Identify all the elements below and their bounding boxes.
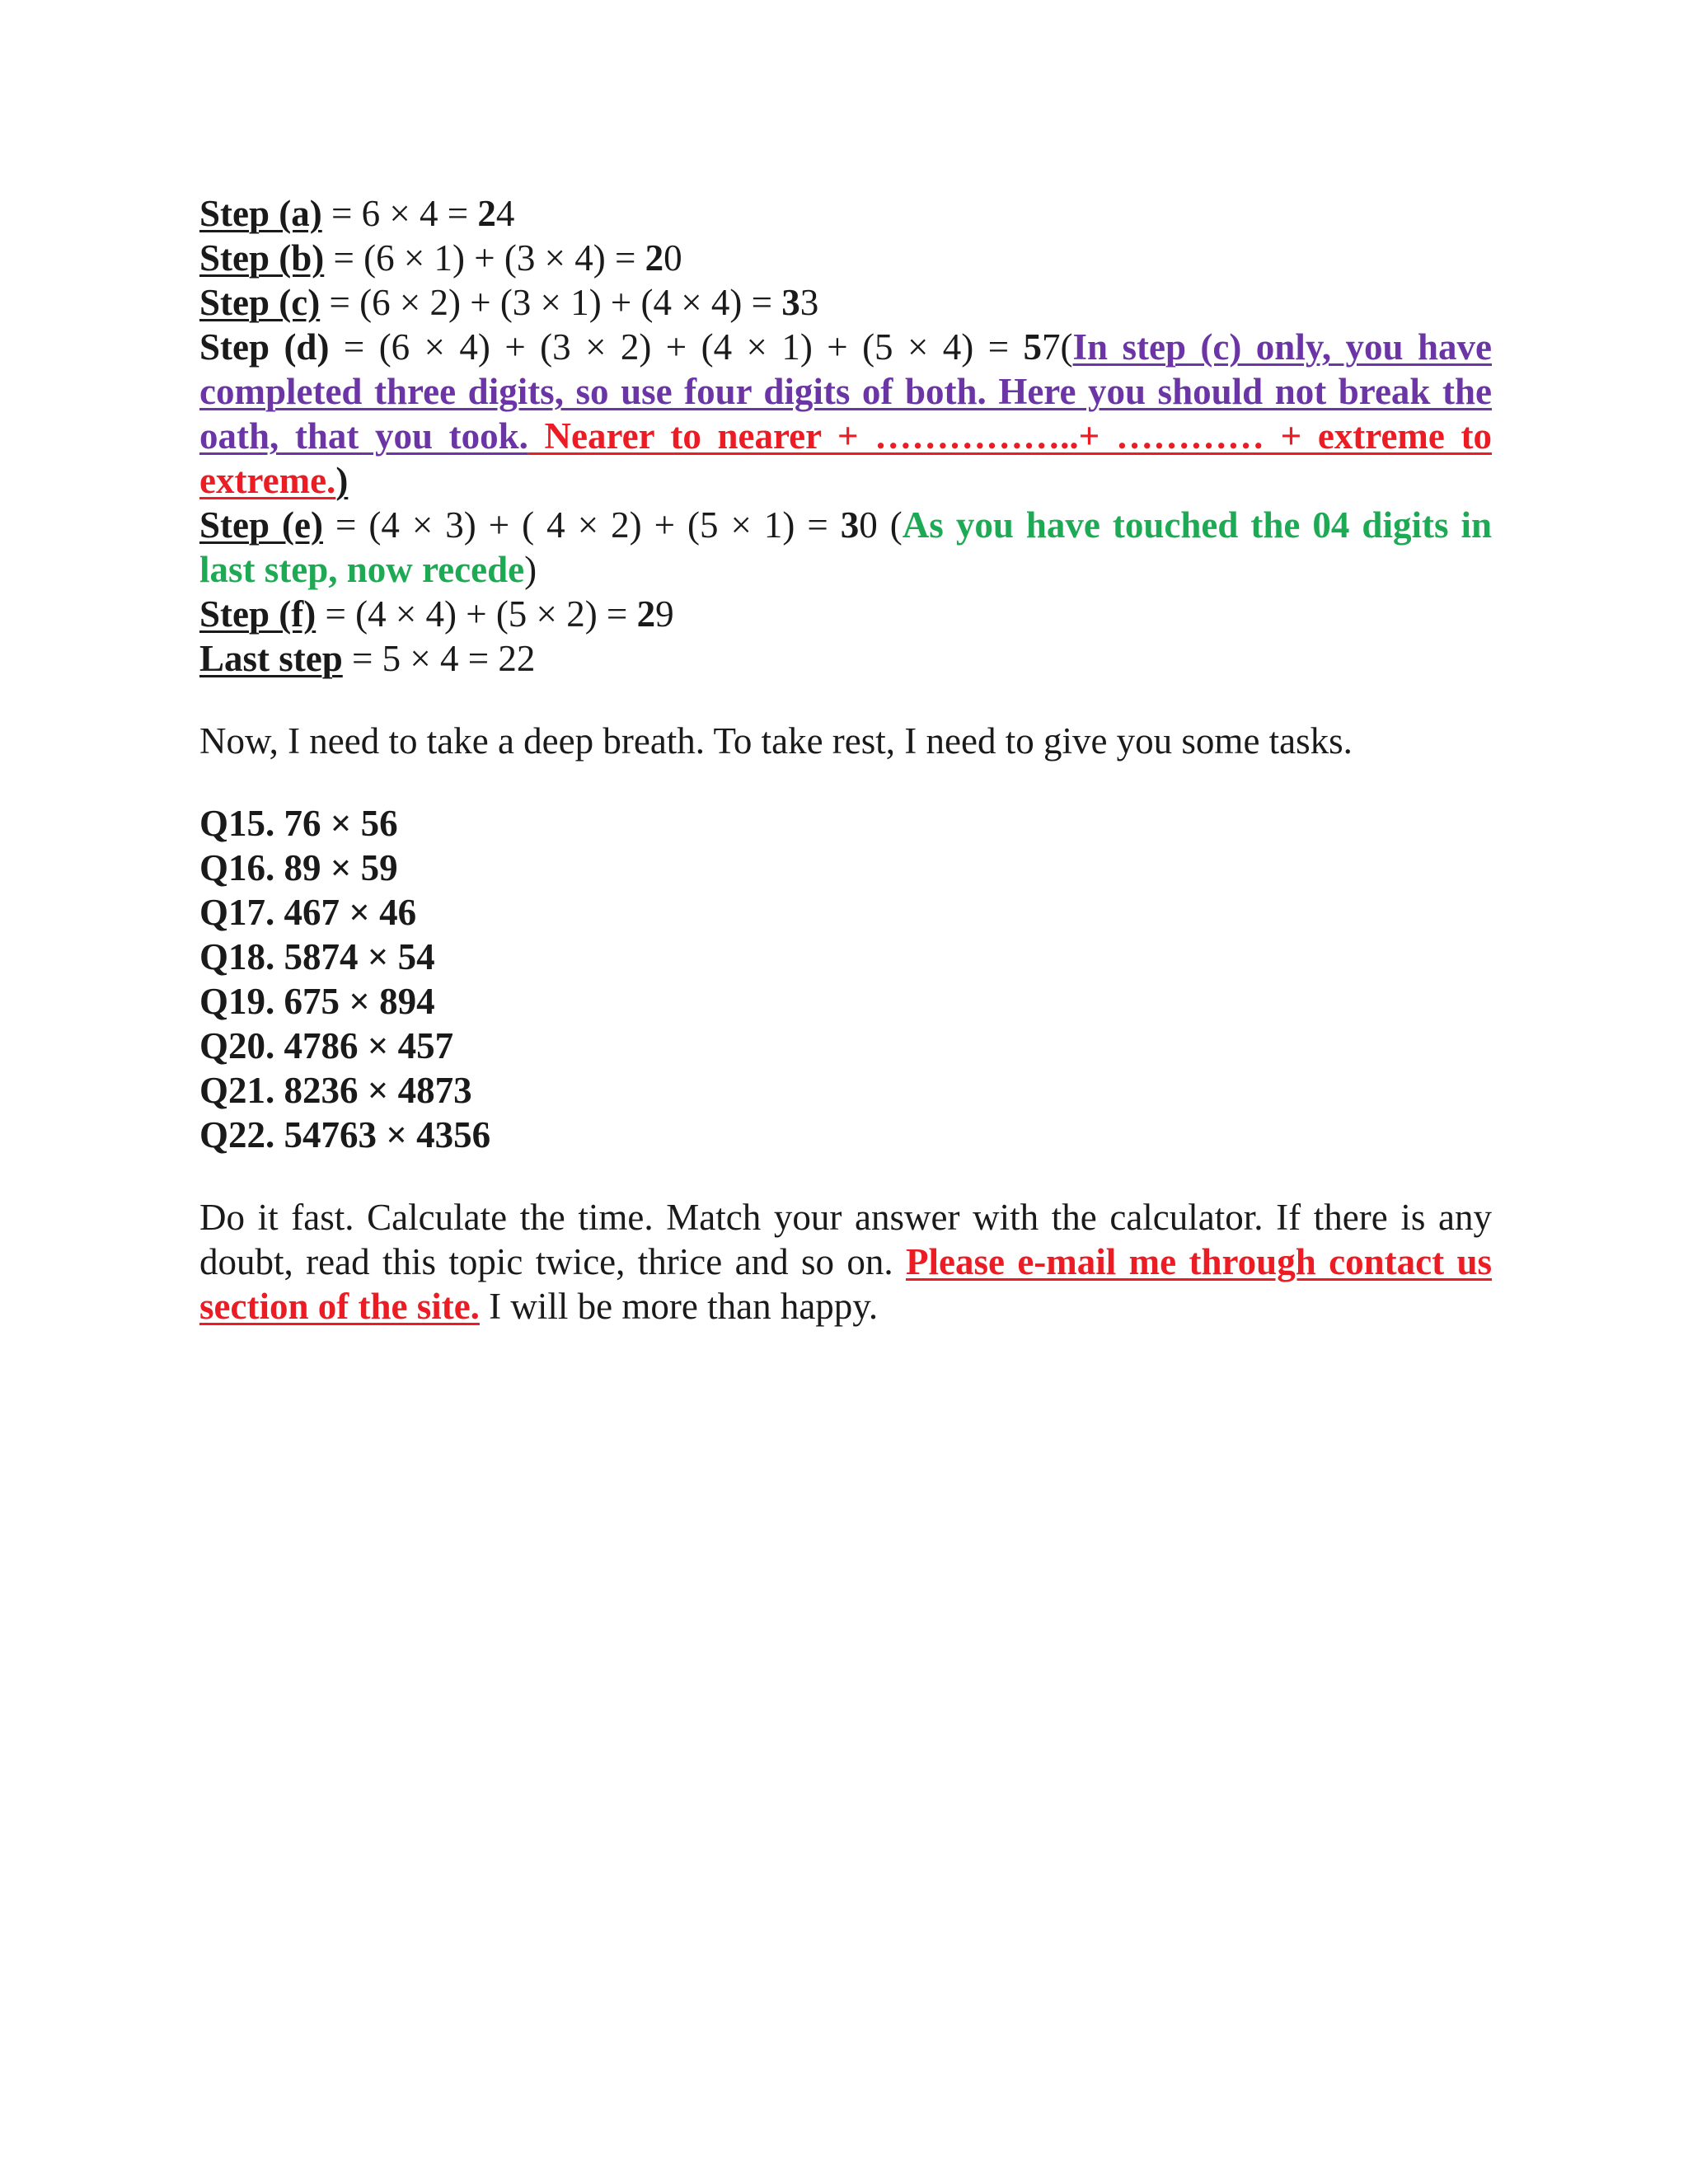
step-e-line-2 — [199, 547, 1492, 592]
step-a-result-rest: 4 — [495, 193, 515, 234]
question-item: Q16. 89 × 59 — [199, 847, 398, 888]
document-page — [199, 191, 1492, 1329]
step-f-result-rest: 9 — [655, 593, 674, 635]
spacer — [199, 681, 1492, 719]
step-d-line-3 — [199, 414, 1492, 458]
closing-line-2-text: doubt, read this topic twice, thrice and so on. — [199, 1241, 906, 1282]
step-b-result-bold: 2 — [645, 237, 664, 279]
step-b-expr: = (6 × 1) + (3 × 4) = — [324, 237, 645, 279]
contact-link-section[interactable]: section of the site. — [199, 1286, 480, 1327]
step-f-expr: = (4 × 4) + (5 × 2) = — [316, 593, 637, 635]
step-d-note-purple-2: completed three digits, so use four digits of both. Here you should not break the — [199, 371, 1492, 412]
step-d-close: ) — [335, 460, 349, 501]
last-step-line — [199, 636, 1492, 681]
step-c-expr: = (6 × 2) + (3 × 1) + (4 × 4) = — [320, 282, 782, 323]
step-e-result-rest: 0 ( — [859, 504, 903, 546]
closing-line-2 — [199, 1240, 1492, 1284]
step-e-result-bold: 3 — [840, 504, 860, 546]
step-b-line — [199, 236, 1492, 280]
step-d-line-4 — [199, 458, 1492, 503]
step-c-result-bold: 3 — [781, 282, 800, 323]
step-d-note-purple-1: In step (c) only, you have — [1072, 326, 1492, 368]
step-e-close: ) — [524, 549, 537, 590]
question-item: Q15. 76 × 56 — [199, 803, 398, 844]
step-d-label: Step (d) — [199, 326, 330, 368]
step-d-note-purple-3: oath, that you took. — [199, 415, 528, 457]
question-item: Q18. 5874 × 54 — [199, 936, 435, 977]
step-b-label: Step (b) — [199, 237, 325, 279]
step-e-note-green-1: As you have touched the 04 digits in — [902, 504, 1492, 546]
step-d-note-red-1: Nearer to nearer + ……………..+ ………… + extreme to — [528, 415, 1492, 457]
step-e-note-green-2: last step, now recede — [199, 549, 525, 590]
spacer — [199, 1157, 1492, 1195]
step-f-result-bold: 2 — [636, 593, 656, 635]
contact-link[interactable]: Please e-mail me through contact us — [906, 1241, 1492, 1282]
step-d-line-2 — [199, 369, 1492, 414]
step-e-expr: = (4 × 3) + ( 4 × 2) + (5 × 1) = — [322, 504, 841, 546]
step-e-line-1 — [199, 503, 1492, 547]
spacer — [199, 763, 1492, 801]
step-c-label: Step (c) — [199, 282, 321, 323]
step-b-result-rest: 0 — [663, 237, 682, 279]
step-a-label: Step (a) — [199, 193, 322, 234]
closing-paragraph — [199, 1195, 1492, 1329]
step-c-line — [199, 280, 1492, 325]
last-step-label: Last step — [199, 638, 343, 679]
question-item: Q19. 675 × 894 — [199, 981, 435, 1022]
step-a-line — [199, 191, 1492, 236]
question-list — [199, 801, 1492, 1157]
step-c-result-rest: 3 — [799, 282, 819, 323]
step-d-note-red-2: extreme. — [199, 460, 336, 501]
closing-line-3-text: I will be more than happy. — [479, 1286, 879, 1327]
question-item: Q21. 8236 × 4873 — [199, 1070, 472, 1111]
step-a-result-bold: 2 — [477, 193, 496, 234]
question-item: Q17. 467 × 46 — [199, 892, 417, 933]
last-step-expr: = 5 × 4 = 22 — [342, 638, 536, 679]
step-a-expr: = 6 × 4 = — [321, 193, 478, 234]
step-d-line-1 — [199, 325, 1492, 369]
question-item: Q22. 54763 × 4356 — [199, 1114, 491, 1155]
closing-line-1: Do it fast. Calculate the time. Match your answer with the calculator. If there is any — [199, 1197, 1492, 1238]
step-d-result-bold: 5 — [1023, 326, 1043, 368]
question-item: Q20. 4786 × 457 — [199, 1025, 454, 1066]
intro-paragraph: Now, I need to take a deep breath. To take rest, I need to give you some tasks. — [199, 720, 1353, 762]
step-f-line — [199, 592, 1492, 636]
step-d-result-rest: 7( — [1042, 326, 1073, 368]
closing-line-3 — [199, 1284, 1492, 1329]
step-d-expr: = (6 × 4) + (3 × 2) + (4 × 1) + (5 × 4) = — [329, 326, 1024, 368]
step-e-label: Step (e) — [199, 504, 323, 546]
step-f-label: Step (f) — [199, 593, 316, 635]
